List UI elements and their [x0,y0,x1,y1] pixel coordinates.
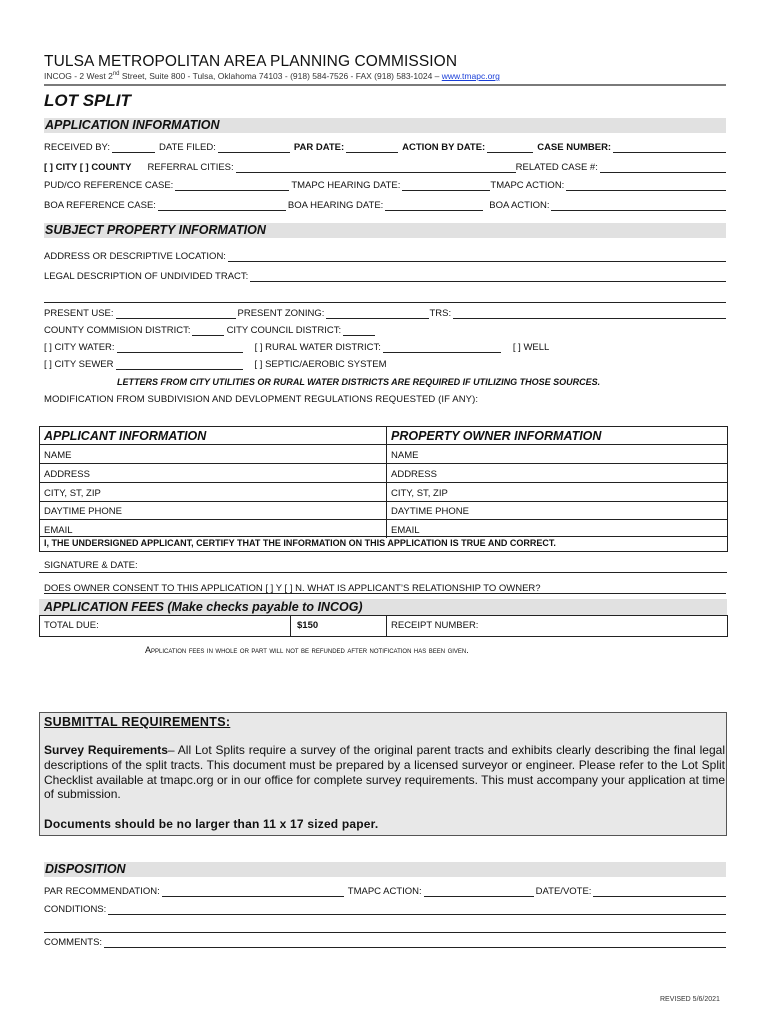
conditions-field[interactable] [108,904,726,915]
applicant-city-cell[interactable]: CITY, ST, ZIP [44,488,101,499]
contact-row-line-4 [39,519,727,520]
signature-date-label: SIGNATURE & DATE: [44,560,138,571]
address-sup: nd [112,71,120,78]
contact-table-header-line [39,444,727,445]
referral-cities-label: REFERRAL CITIES: [147,162,234,173]
certify-statement: I, THE UNDERSIGNED APPLICANT, CERTIFY THAT THE INFORMATION ON THIS APPLICATION IS TRUE AND CORRECT. [44,538,556,548]
rural-water-field[interactable] [383,342,501,353]
boa-row [44,200,726,211]
well-checkbox[interactable]: [ ] WELL [512,342,550,353]
receipt-number-label: RECEIPT NUMBER: [391,620,479,631]
date-filed-label: DATE FILED: [159,142,216,153]
par-recommendation-row [44,886,726,897]
par-recommendation-field[interactable] [162,886,344,897]
related-case-field[interactable] [600,162,726,173]
website-link[interactable]: www.tmapc.org [441,71,500,81]
present-zoning-field[interactable] [326,308,429,319]
city-sewer-label[interactable]: [ ] CITY SEWER [44,359,114,370]
tmapc-hearing-label: TMAPC HEARING DATE: [291,180,401,191]
received-by-label: RECEIVED BY: [44,142,110,153]
related-case-label: RELATED CASE #: [515,162,598,173]
refund-note: Application fees in whole or part will not be refunded after notification has been given. [145,645,469,655]
tmapc-action-label: TMAPC ACTION: [490,180,565,191]
owner-phone-cell[interactable]: DAYTIME PHONE [391,506,469,517]
boa-hearing-label: BOA HEARING DATE: [287,200,384,211]
action-by-date-label: ACTION BY DATE: [402,142,486,153]
org-name: TULSA METROPOLITAN AREA PLANNING COMMISSION [44,53,458,70]
address-pre: INCOG - 2 West 2 [44,71,113,81]
date-vote-label: DATE/VOTE: [535,886,592,897]
boa-hearing-field[interactable] [385,200,483,211]
disposition-title: DISPOSITION [45,862,126,876]
disposition-tmapc-action-field[interactable] [424,886,534,897]
owner-city-cell[interactable]: CITY, ST, ZIP [391,488,448,499]
contact-row-line-2 [39,482,727,483]
comments-row [44,937,726,948]
owner-address-cell[interactable]: ADDRESS [391,469,437,480]
fees-divider-1 [290,615,291,636]
case-number-field[interactable] [613,142,726,153]
owner-consent-label[interactable]: DOES OWNER CONSENT TO THIS APPLICATION [ ] Y [ ] N. WHAT IS APPLICANT’S RELATIONSHIP TO OWNER? [44,583,541,594]
legal-description-line-2[interactable] [44,302,726,303]
county-district-field[interactable] [192,325,224,336]
page-title: LOT SPLIT [44,91,131,110]
date-vote-field[interactable] [593,886,726,897]
city-county-row [44,162,726,173]
legal-description-row [44,271,726,282]
boa-action-label: BOA ACTION: [489,200,550,211]
present-zoning-label: PRESENT ZONING: [237,308,325,319]
pudco-label: PUD/CO REFERENCE CASE: [44,180,174,191]
disposition-heading [44,862,726,877]
boa-action-field[interactable] [551,200,726,211]
received-by-field[interactable] [112,142,155,153]
city-sewer-field[interactable] [116,359,243,370]
referral-cities-field[interactable] [236,162,516,173]
sewer-row [44,359,387,370]
survey-requirements-text [44,743,725,802]
address-location-field[interactable] [228,251,726,262]
owner-heading: PROPERTY OWNER INFORMATION [391,429,602,443]
contact-row-line-3 [39,501,727,502]
owner-email-cell[interactable]: EMAIL [391,525,420,536]
applicant-heading: APPLICANT INFORMATION [44,429,207,443]
address-location-row [44,251,726,262]
present-use-label: PRESENT USE: [44,308,114,319]
comments-field[interactable] [104,937,726,948]
conditions-label: CONDITIONS: [44,904,107,915]
total-due-label: TOTAL DUE: [44,620,99,631]
par-recommendation-label: PAR RECOMMENDATION: [44,886,160,897]
subject-property-title: SUBJECT PROPERTY INFORMATION [45,223,266,237]
address-post: Street, Suite 800 - Tulsa, Oklahoma 74103 - (918) 584-7526 - FAX (918) 583-1024 – [119,71,442,81]
fee-amount: $150 [297,620,319,631]
application-info-heading [44,118,726,133]
legal-description-field[interactable] [250,271,726,282]
header-divider [44,84,726,86]
pudco-field[interactable] [175,180,289,191]
submittal-heading: SUBMITTAL REQUIREMENTS: [44,715,231,729]
fees-divider-2 [386,615,387,636]
conditions-line-2[interactable] [44,932,726,933]
districts-row [44,325,375,336]
water-row [44,342,549,353]
survey-requirements-body: – All Lot Splits require a survey of the original parent tracts and exhibits clearly describing the final legal descriptions of the split tracts. This document must be prepared by a licensed surveyor or engineer. Please refer to the Lot Split Checklist available at tmapc.org or in our office for complete survey requirements. This must accompany your application at time of submission. [44,743,725,802]
modification-label: MODIFICATION FROM SUBDIVISION AND DEVLOPMENT REGULATIONS REQUESTED (IF ANY): [44,394,479,405]
fees-table [39,615,728,637]
rural-water-label[interactable]: [ ] RURAL WATER DISTRICT: [254,342,381,353]
boa-ref-field[interactable] [158,200,286,211]
utilities-letter-note: LETTERS FROM CITY UTILITIES OR RURAL WATER DISTRICTS ARE REQUIRED IF UTILIZING THOSE SOURCES. [117,377,601,387]
application-info-title: APPLICATION INFORMATION [45,118,220,132]
owner-name-cell[interactable]: NAME [391,450,419,461]
org-address [44,71,500,81]
paper-size-note: Documents should be no larger than 11 x 17 sized paper. [44,817,379,831]
city-county-checkboxes[interactable]: [ ] CITY [ ] COUNTY [44,162,132,173]
comments-label: COMMENTS: [44,937,103,948]
city-water-label[interactable]: [ ] CITY WATER: [44,342,115,353]
received-row [44,142,726,153]
boa-ref-label: BOA REFERENCE CASE: [44,200,156,211]
owner-consent-field[interactable] [44,593,726,594]
disposition-tmapc-action-label: TMAPC ACTION: [347,886,422,897]
city-water-field[interactable] [117,342,243,353]
survey-requirements-lead: Survey Requirements [44,743,168,757]
trs-field[interactable] [453,308,726,319]
address-location-label: ADDRESS OR DESCRIPTIVE LOCATION: [44,251,226,262]
contact-row-line-5 [39,536,727,537]
date-filed-field[interactable] [218,142,290,153]
signature-date-field[interactable] [39,572,727,573]
action-by-date-field[interactable] [487,142,533,153]
legal-description-label: LEGAL DESCRIPTION OF UNDIVIDED TRACT: [44,271,249,282]
tmapc-action-field[interactable] [566,180,726,191]
subject-property-heading [44,223,726,238]
council-district-label: CITY COUNCIL DISTRICT: [226,325,342,336]
applicant-address-cell[interactable]: ADDRESS [44,469,90,480]
present-use-field[interactable] [116,308,236,319]
applicant-phone-cell[interactable]: DAYTIME PHONE [44,506,122,517]
par-date-field[interactable] [346,142,398,153]
county-district-label: COUNTY COMMISION DISTRICT: [44,325,191,336]
applicant-name-cell[interactable]: NAME [44,450,72,461]
par-date-label: PAR DATE: [293,142,345,153]
tmapc-hearing-field[interactable] [402,180,490,191]
trs-label: TRS: [429,308,452,319]
present-use-row [44,308,726,319]
applicant-email-cell[interactable]: EMAIL [44,525,73,536]
septic-checkbox[interactable]: [ ] SEPTIC/AEROBIC SYSTEM [254,359,387,370]
fees-heading: APPLICATION FEES (Make checks payable to INCOG) [44,600,363,614]
contact-row-line-1 [39,463,727,464]
pudco-row [44,180,726,191]
revised-date: REVISED 5/6/2021 [660,996,720,1003]
case-number-label: CASE NUMBER: [537,142,612,153]
council-district-field[interactable] [343,325,375,336]
conditions-row [44,904,726,915]
